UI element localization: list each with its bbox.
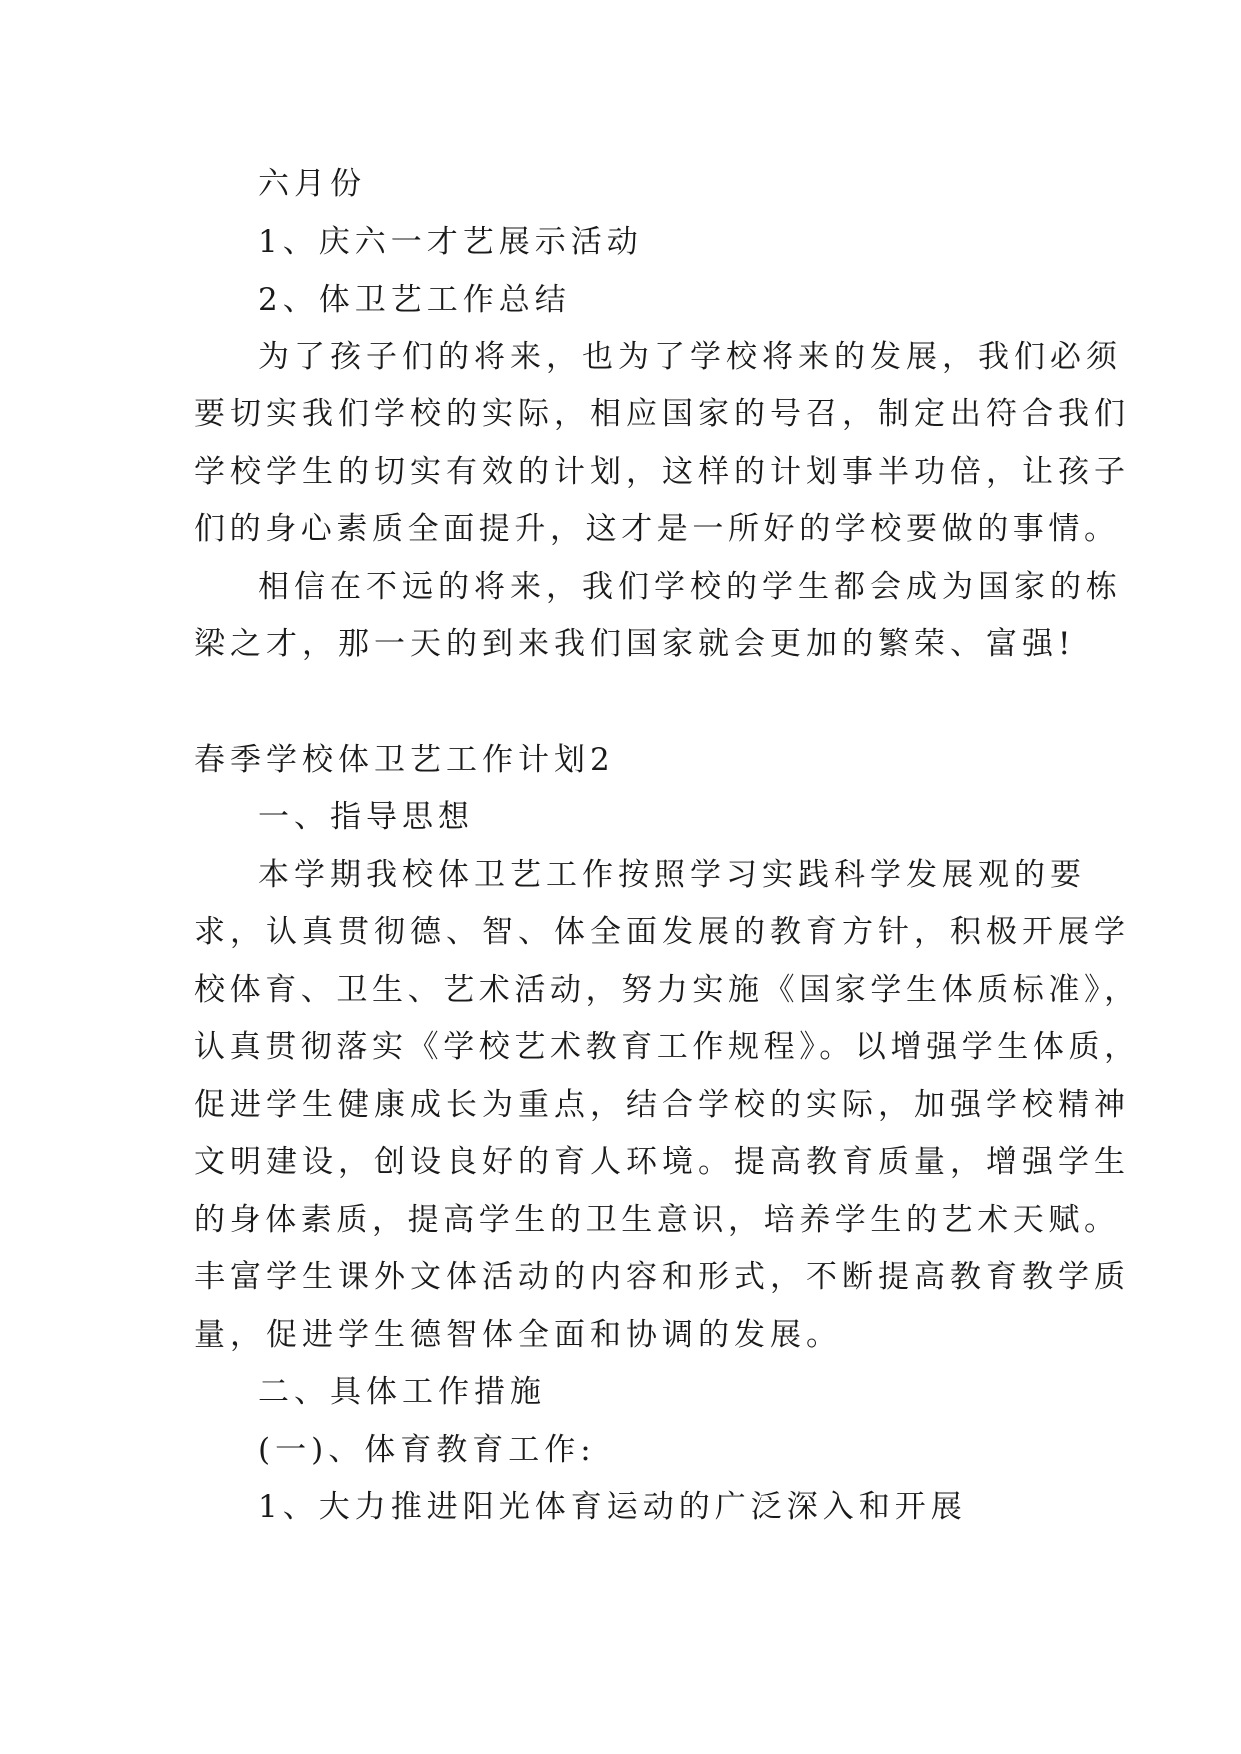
list-item: 1、大力推进阳光体育运动的广泛深入和开展 [258,1489,967,1525]
paragraph-line: 丰富学生课外文体活动的内容和形式，不断提高教育教学质 [194,1259,1130,1295]
paragraph-line: 的身体素质，提高学生的卫生意识，培养学生的艺术天赋。 [194,1202,1120,1238]
month-heading: 六月份 [258,166,366,202]
paragraph-line: 们的身心素质全面提升，这才是一所好的学校要做的事情。 [194,511,1120,547]
paragraph-line: 梁之才，那一天的到来我们国家就会更加的繁荣、富强! [194,626,1076,662]
paragraph-line: 学校学生的切实有效的计划，这样的计划事半功倍，让孩子 [194,454,1130,490]
paragraph-line: 促进学生健康成长为重点，结合学校的实际，加强学校精神 [194,1087,1130,1123]
paragraph-line: 要切实我们学校的实际，相应国家的号召，制定出符合我们 [194,396,1130,432]
paragraph-line: 校体育、卫生、艺术活动，努力实施《国家学生体质标准》， [194,972,1140,1008]
paragraph-line: 本学期我校体卫艺工作按照学习实践科学发展观的要 [258,857,1086,893]
paragraph-line: 认真贯彻落实《学校艺术教育工作规程》。以增强学生体质， [194,1029,1140,1065]
paragraph-line: 为了孩子们的将来，也为了学校将来的发展，我们必须 [258,339,1122,375]
paragraph-line: 相信在不远的将来，我们学校的学生都会成为国家的栋 [258,569,1122,605]
list-item: 2、体卫艺工作总结 [258,282,571,318]
paragraph-line: 求，认真贯彻德、智、体全面发展的教育方针，积极开展学 [194,914,1130,950]
section-title: 春季学校体卫艺工作计划2 [194,742,615,778]
subsection-heading: (一)、体育教育工作: [258,1432,596,1468]
section-heading: 一、指导思想 [258,799,474,835]
list-item: 1、庆六一才艺展示活动 [258,224,643,260]
paragraph-line: 量，促进学生德智体全面和协调的发展。 [194,1317,842,1353]
paragraph-line: 文明建设，创设良好的育人环境。提高教育质量，增强学生 [194,1144,1130,1180]
section-heading: 二、具体工作措施 [258,1374,546,1410]
